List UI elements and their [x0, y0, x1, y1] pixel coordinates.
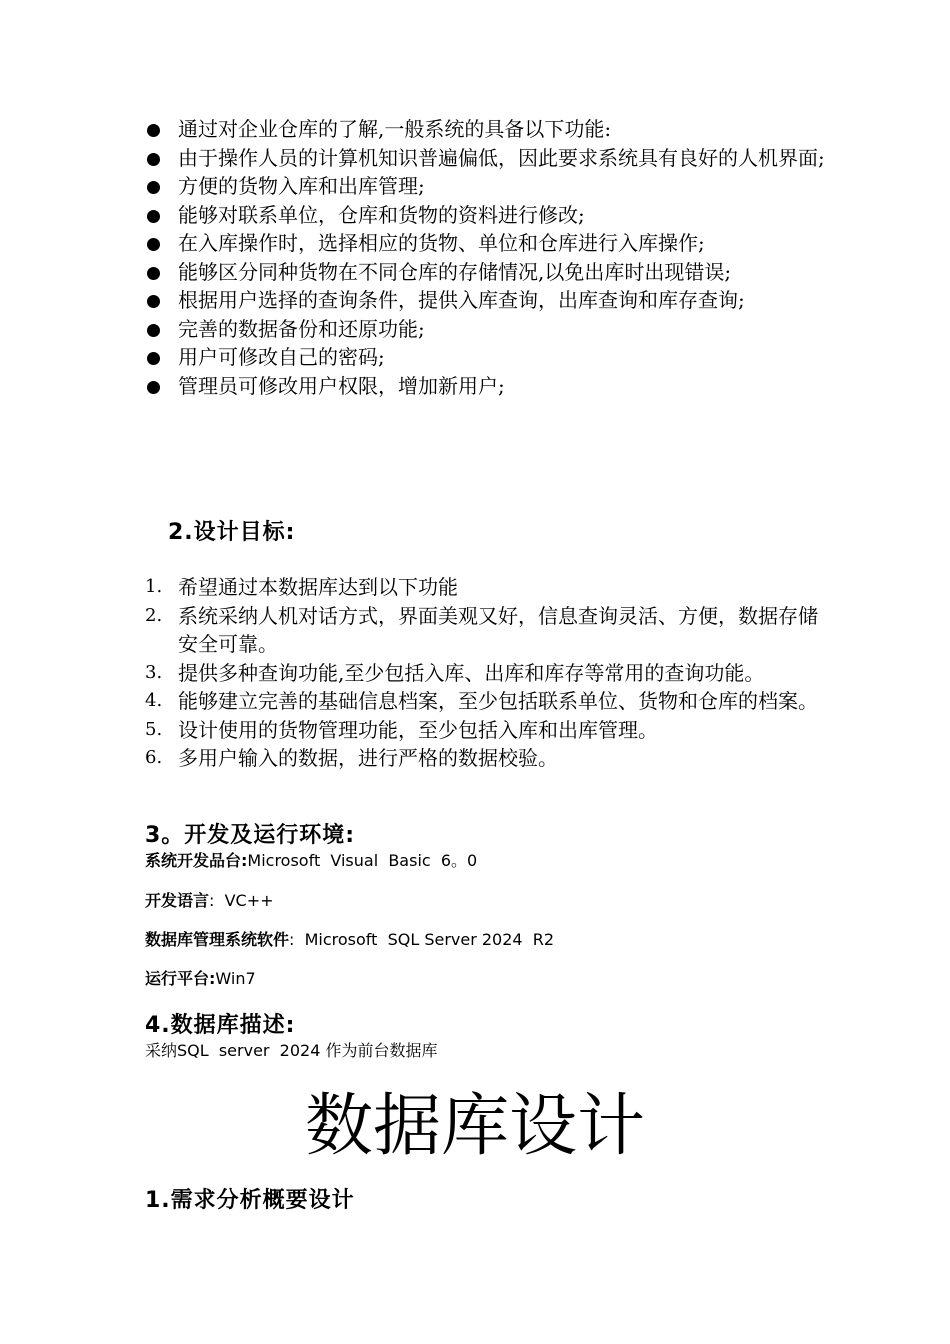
- bullet-icon: [147, 210, 160, 223]
- list-item: 由于操作人员的计算机知识普遍偏低，因此要求系统具有良好的人机界面;: [145, 144, 825, 173]
- bullet-icon: [147, 238, 160, 251]
- env-runtime-label: 运行平台:: [145, 969, 216, 988]
- section-heading-design-goals: 2.设计目标:: [168, 520, 296, 545]
- list-item: 1. 希望通过本数据库达到以下功能: [145, 575, 458, 599]
- list-item: 根据用户选择的查询条件，提供入库查询，出库查询和库存查询;: [145, 286, 825, 315]
- env-platform-line: [145, 850, 477, 872]
- env-platform-label: 系统开发品台:: [145, 851, 248, 870]
- bullet-icon: [147, 124, 160, 137]
- env-language-label: 开发语言: [145, 891, 210, 910]
- list-item: 4. 能够建立完善的基础信息档案，至少包括联系单位、货物和仓库的档案。: [145, 689, 818, 713]
- section-heading-environment: 3。开发及运行环境:: [145, 823, 356, 848]
- env-dbms-line: [145, 929, 554, 951]
- bullet-icon: [147, 153, 160, 166]
- list-item: 用户可修改自己的密码;: [145, 343, 825, 372]
- bullet-icon: [147, 324, 160, 337]
- env-dbms-label: 数据库管理系统软件: [145, 930, 290, 949]
- bullet-icon: [147, 295, 160, 308]
- env-language-value: : VC++: [209, 891, 274, 910]
- env-language-line: [145, 890, 274, 912]
- list-item: 通过对企业仓库的了解,一般系统的具备以下功能:: [145, 115, 825, 144]
- env-platform-value: Microsoft Visual Basic 6。0: [247, 851, 478, 870]
- env-runtime-line: [145, 968, 256, 990]
- list-item: 6. 多用户输入的数据，进行严格的数据校验。: [145, 746, 558, 770]
- env-dbms-value: : Microsoft SQL Server 2024 R2: [289, 930, 555, 949]
- list-item: 能够区分同种货物在不同仓库的存储情况,以免出库时出现错误;: [145, 258, 825, 287]
- list-item: 在入库操作时，选择相应的货物、单位和仓库进行入库操作;: [145, 229, 825, 258]
- subsection-heading: 1.需求分析概要设计: [145, 1188, 355, 1213]
- list-item: 3. 提供多种查询功能,至少包括入库、出库和库存等常用的查询功能。: [145, 660, 765, 685]
- env-runtime-value: Win7: [215, 969, 256, 988]
- bullet-icon: [147, 381, 160, 394]
- bullet-icon: [147, 181, 160, 194]
- feature-list: [145, 115, 825, 400]
- section-heading-db-description: 4.数据库描述:: [145, 1013, 296, 1038]
- list-item: 5. 设计使用的货物管理功能，至少包括入库和出库管理。: [145, 717, 658, 742]
- list-item: 管理员可修改用户权限，增加新用户;: [145, 372, 825, 401]
- list-item: 完善的数据备份和还原功能;: [145, 315, 825, 344]
- page-title: 数据库设计: [304, 1087, 645, 1166]
- bullet-icon: [147, 267, 160, 280]
- goals-list: [145, 573, 825, 773]
- list-item: 能够对联系单位，仓库和货物的资料进行修改;: [145, 201, 825, 230]
- list-item: 2. 系统采纳人机对话方式，界面美观又好，信息查询灵活、方便，数据存储安全可靠。: [145, 603, 818, 656]
- bullet-icon: [147, 352, 160, 365]
- db-description-text: 采纳SQL server 2024 作为前台数据库: [145, 1041, 438, 1060]
- list-item: 方便的货物入库和出库管理;: [145, 172, 825, 201]
